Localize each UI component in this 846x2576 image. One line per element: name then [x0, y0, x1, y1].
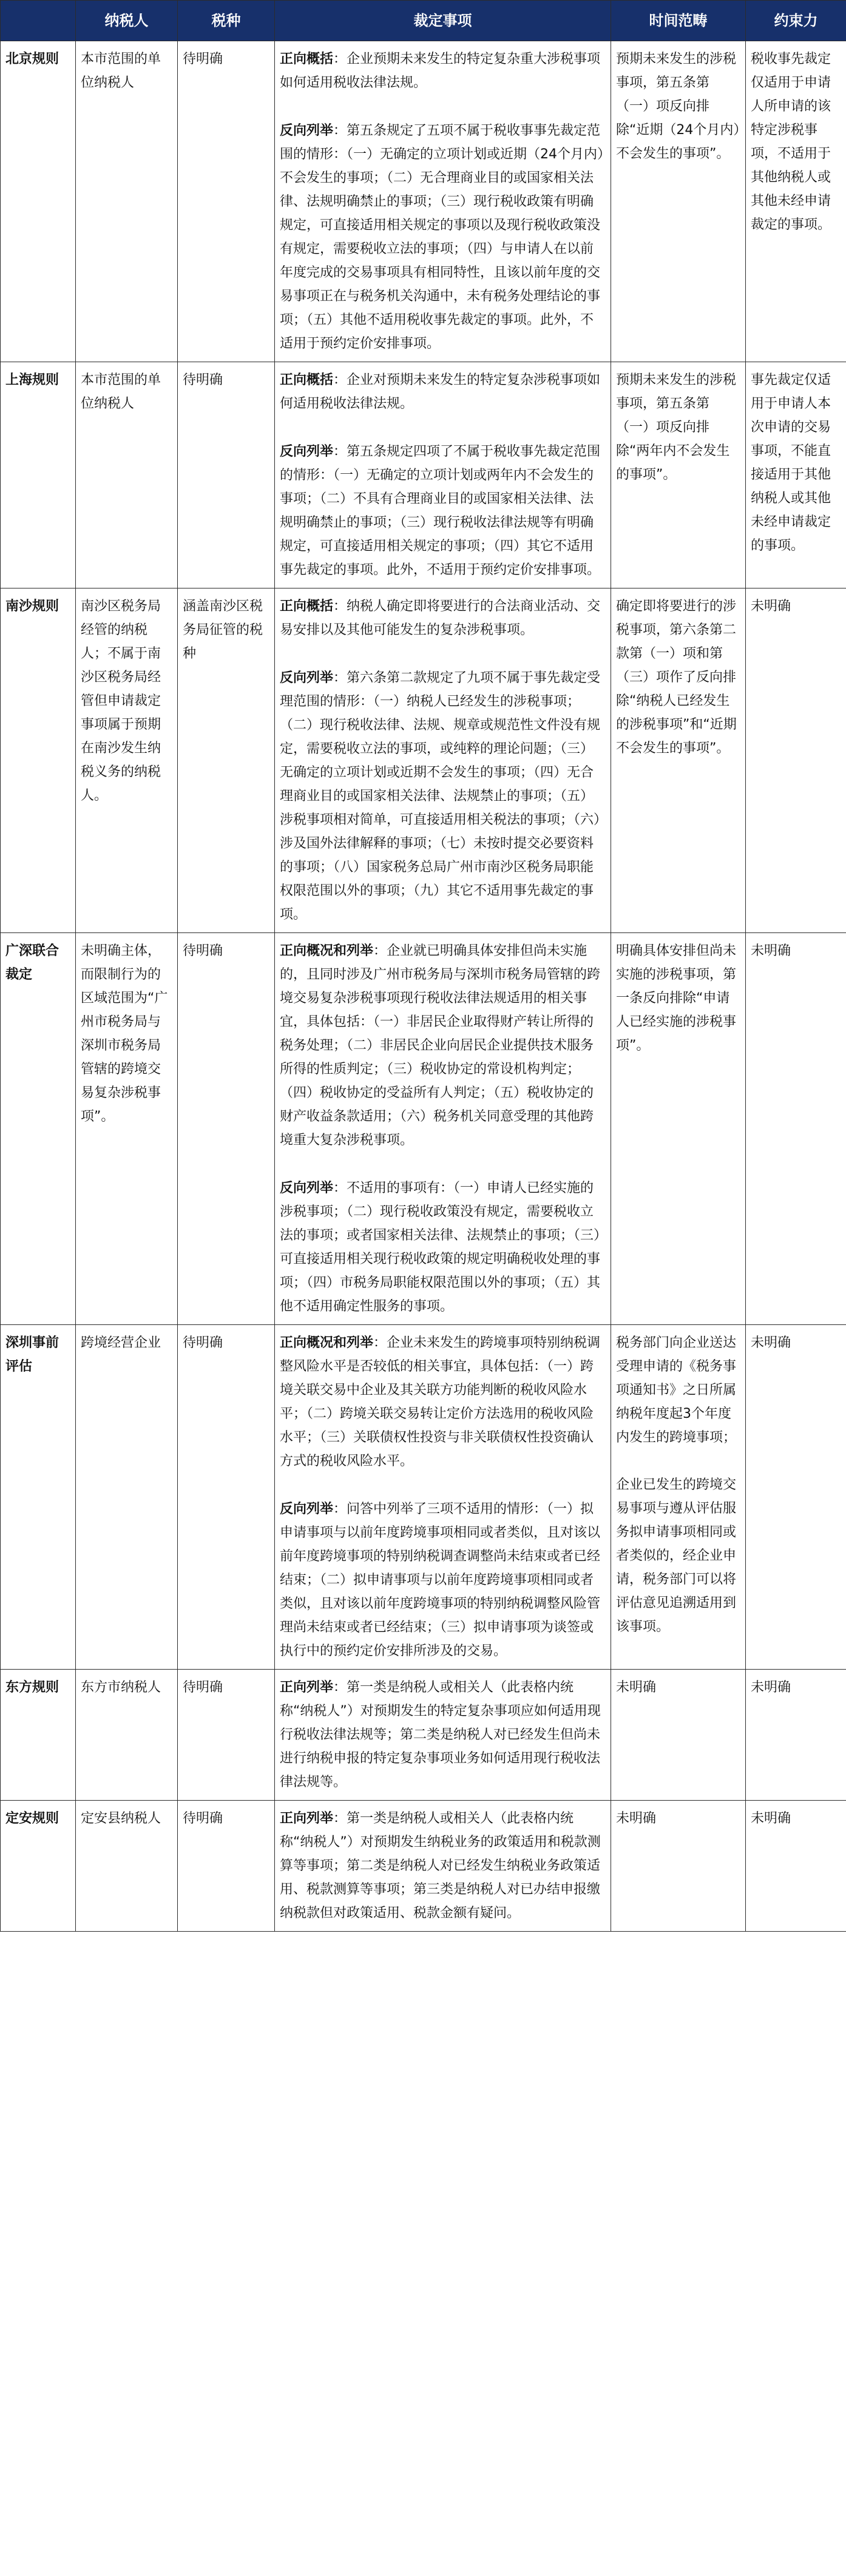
header-matters: 裁定事项 [275, 1, 611, 41]
binding-cell: 未明确 [746, 588, 846, 933]
matter-paragraph [280, 1497, 606, 1663]
region-cell: 定安规则 [1, 1801, 76, 1932]
table-row [1, 588, 846, 933]
matter-paragraph [280, 1807, 606, 1925]
matter-paragraph [280, 595, 606, 642]
table-row [1, 1801, 846, 1932]
header-tax-type: 税种 [178, 1, 275, 41]
matter-lead: 反向列举 [280, 1181, 334, 1196]
region-cell: 深圳事前评估 [1, 1325, 76, 1670]
matter-paragraph [280, 47, 606, 95]
time-scope-text: 确定即将要进行的涉税事项，第六条第二款第（一）项和第（三）项作了反向排除“纳税人已经发生的涉税事项”和“近期不会发生的事项”。 [616, 599, 737, 756]
matter-lead: 正向概括 [280, 373, 334, 388]
binding-cell: 税收事先裁定仅适用于申请人所申请的该特定涉税事项，不适用于其他纳税人或其他未经申请裁定的事项。 [746, 41, 846, 362]
matter-paragraph [280, 119, 606, 356]
time-scope-text: 预期未来发生的涉税事项，第五条第（一）项反向排除“近期（24个月内）不会发生的事项”。 [616, 52, 740, 161]
matter-text: ：企业未来发生的跨境事项特别纳税调整风险水平是否较低的相关事宜，具体包括：（一）跨境关联交易中企业及其关联方功能判断的税收风险水平；（二）跨境关联交易转让定价方法选用的税收风险水平；（三）关联债权性投资与非关联债权性投资确认方式的税收风险水平。 [280, 1335, 601, 1469]
tax-type-cell: 待明确 [178, 1325, 275, 1670]
matter-paragraph [280, 666, 606, 926]
matter-lead: 正向列举 [280, 1680, 334, 1695]
time-scope-cell [611, 362, 746, 588]
header-region [1, 1, 76, 41]
taxpayer-cell: 跨境经营企业 [76, 1325, 178, 1670]
matter-text: ：企业对预期未来发生的特定复杂涉税事项如何适用税收法律法规。 [280, 373, 601, 411]
matter-paragraph [280, 440, 606, 582]
matter-text: ：企业预期未来发生的特定复杂重大涉税事项如何适用税收法律法规。 [280, 52, 601, 90]
matter-paragraph [280, 939, 606, 1152]
taxpayer-cell: 未明确主体，而限制行为的区域范围为“广州市税务局与深圳市税务局管辖的跨境交易复杂涉税事项”。 [76, 933, 178, 1325]
table-row [1, 1325, 846, 1670]
matter-text: ：纳税人确定即将要进行的合法商业活动、交易安排以及其他可能发生的复杂涉税事项。 [280, 599, 601, 638]
matters-cell [275, 1801, 611, 1932]
taxpayer-cell: 本市范围的单位纳税人 [76, 362, 178, 588]
taxpayer-cell: 定安县纳税人 [76, 1801, 178, 1932]
tax-type-cell: 待明确 [178, 1801, 275, 1932]
time-scope-text: 未明确 [616, 1680, 657, 1695]
header-binding: 约束力 [746, 1, 846, 41]
matter-text: ：第一类是纳税人或相关人（此表格内统称“纳税人”）对预期发生纳税业务的政策适用和税款测算等事项；第二类是纳税人对已经发生纳税业务政策适用、税款测算等事项；第三类是纳税人对已办结申报缴纳税款但对政策适用、税款金额有疑问。 [280, 1811, 601, 1921]
time-scope-cell [611, 1325, 746, 1670]
tax-type-cell: 待明确 [178, 41, 275, 362]
time-scope-text: 明确具体安排但尚未实施的涉税事项，第一条反向排除“申请人已经实施的涉税事项”。 [616, 943, 737, 1053]
matter-text: ：问答中列举了三项不适用的情形：（一）拟申请事项与以前年度跨境事项相同或者类似，且对该以前年度跨境事项的特别纳税调查调整尚未结束或者已经结束；（二）拟申请事项与以前年度跨境事项相同或者类似，且对该以前年度跨境事项的特别纳税调整风险管理尚未结束或者已经结束；（三）拟申请事项为谈签或执行中的预约定价安排所涉及的交易。 [280, 1502, 601, 1659]
binding-cell: 未明确 [746, 1325, 846, 1670]
time-scope-cell [611, 1801, 746, 1932]
matter-lead: 正向概况和列举 [280, 1335, 374, 1350]
time-scope-cell [611, 933, 746, 1325]
time-scope-text: 未明确 [616, 1811, 657, 1826]
binding-cell: 未明确 [746, 933, 846, 1325]
region-cell: 南沙规则 [1, 588, 76, 933]
matter-lead: 反向列举 [280, 123, 334, 138]
matter-text: ：第五条规定四项了不属于税收事先裁定范围的情形：（一）无确定的立项计划或两年内不会发生的事项；（二）不具有合理商业目的或国家相关法律、法规明确禁止的事项；（三）现行税收法律法规等有明确规定，可直接适用相关规定的事项；（四）其它不适用事先裁定的事项。此外，不适用于预约定价安排事项。 [280, 444, 601, 578]
matter-lead: 正向概括 [280, 52, 334, 67]
matter-text: ：第五条规定了五项不属于税收事事先裁定范围的情形：（一）无确定的立项计划或近期（24个月内）不会发生的事项；（二）无合理商业目的或国家相关法律、法规明确禁止的事项；（三）现行税收政策有明确规定，可直接适用相关规定的事项以及现行税收政策没有规定，需要税收立法的事项；（四）与申请人在以前年度完成的交易事项具有相同特性，且该以前年度的交易事项正在与税务机关沟通中，未有税务处理结论的事项；（五）其他不适用税收事先裁定的事项。此外，不适用于预约定价安排事项。 [280, 123, 604, 351]
table-body [1, 41, 846, 1932]
time-scope-text: 预期未来发生的涉税事项，第五条第（一）项反向排除“两年内不会发生的事项”。 [616, 373, 737, 482]
table-row [1, 933, 846, 1325]
tax-type-cell: 涵盖南沙区税务局征管的税种 [178, 588, 275, 933]
matter-text: ：第六条第二款规定了九项不属于事先裁定受理范围的情形：（一）纳税人已经发生的涉税事项；（二）现行税收法律、法规、规章或规范性文件没有规定，需要税收立法的事项，或纯粹的理论问题；（三）无确定的立项计划或近期不会发生的事项；（四）无合理商业目的或国家相关法律、法规禁止的事项；（五）涉税事项相对简单，可直接适用相关税法的事项；（六）涉及国外法律解释的事项；（七）未按时提交必要资料的事项；（八）国家税务总局广州市南沙区税务局职能权限范围以外的事项；（九）其它不适用事先裁定的事项。 [280, 670, 601, 922]
matter-lead: 正向概括 [280, 599, 334, 614]
matter-paragraph [280, 1676, 606, 1794]
matter-lead: 反向列举 [280, 1502, 334, 1517]
matter-text: ：第一类是纳税人或相关人（此表格内统称“纳税人”）对预期发生的特定复杂事项应如何适用现行税收法律法规等；第二类是纳税人对已经发生但尚未进行纳税申报的特定复杂事项业务如何适用现行税收法律法规等。 [280, 1680, 601, 1790]
matter-lead: 反向列举 [280, 444, 334, 459]
matter-lead: 反向列举 [280, 670, 334, 686]
matter-lead: 正向列举 [280, 1811, 334, 1826]
region-cell: 广深联合裁定 [1, 933, 76, 1325]
table-row [1, 1670, 846, 1801]
matters-cell [275, 933, 611, 1325]
header-time-scope: 时间范畴 [611, 1, 746, 41]
taxpayer-cell: 本市范围的单位纳税人 [76, 41, 178, 362]
binding-cell: 未明确 [746, 1801, 846, 1932]
matter-text: ：企业就已明确具体安排但尚未实施的，且同时涉及广州市税务局与深圳市税务局管辖的跨境交易复杂涉税事项现行税收法律法规适用的相关事宜，具体包括：（一）非居民企业取得财产转让所得的税务处理；（二）非居民企业向居民企业提供技术服务所得的性质判定；（三）税收协定的常设机构判定；（四）税收协定的受益所有人判定；（五）税收协定的财产收益条款适用；（六）税务机关同意受理的其他跨境重大复杂涉税事项。 [280, 943, 601, 1148]
taxpayer-cell: 东方市纳税人 [76, 1670, 178, 1801]
binding-cell: 事先裁定仅适用于申请人本次申请的交易事项，不能直接适用于其他纳税人或其他未经申请裁定的事项。 [746, 362, 846, 588]
binding-cell: 未明确 [746, 1670, 846, 1801]
matter-paragraph [280, 1176, 606, 1318]
taxpayer-cell: 南沙区税务局经管的纳税人；不属于南沙区税务局经管但申请裁定事项属于预期在南沙发生纳税义务的纳税人。 [76, 588, 178, 933]
region-cell: 东方规则 [1, 1670, 76, 1801]
table-row [1, 41, 846, 362]
tax-type-cell: 待明确 [178, 1670, 275, 1801]
matters-cell [275, 588, 611, 933]
time-scope-cell [611, 41, 746, 362]
time-scope-cell [611, 1670, 746, 1801]
table-row [1, 362, 846, 588]
tax-type-cell: 待明确 [178, 362, 275, 588]
matter-text: ：不适用的事项有：（一）申请人已经实施的涉税事项；（二）现行税收政策没有规定，需要税收立法的事项；或者国家相关法律、法规禁止的事项；（三）可直接适用相关现行税收政策的规定明确税收处理的事项；（四）市税务局职能权限范围以外的事项；（五）其他不适用确定性服务的事项。 [280, 1181, 601, 1314]
matters-cell [275, 41, 611, 362]
matter-lead: 正向概况和列举 [280, 943, 374, 959]
matters-cell [275, 1670, 611, 1801]
time-scope-cell [611, 588, 746, 933]
region-cell: 北京规则 [1, 41, 76, 362]
time-scope-text: 税务部门向企业送达受理申请的《税务事项通知书》之日所属纳税年度起3个年度内发生的跨境事项； 企业已发生的跨境交易事项与遵从评估服务拟申请事项相同或者类似的，经企业申请，税务部门可以将评估意见追溯适用到该事项。 [616, 1335, 737, 1634]
region-cell: 上海规则 [1, 362, 76, 588]
matters-cell [275, 362, 611, 588]
table-header-row [1, 1, 846, 41]
matter-paragraph [280, 1331, 606, 1473]
matter-paragraph [280, 368, 606, 416]
matters-cell [275, 1325, 611, 1670]
header-taxpayer: 纳税人 [76, 1, 178, 41]
tax-type-cell: 待明确 [178, 933, 275, 1325]
